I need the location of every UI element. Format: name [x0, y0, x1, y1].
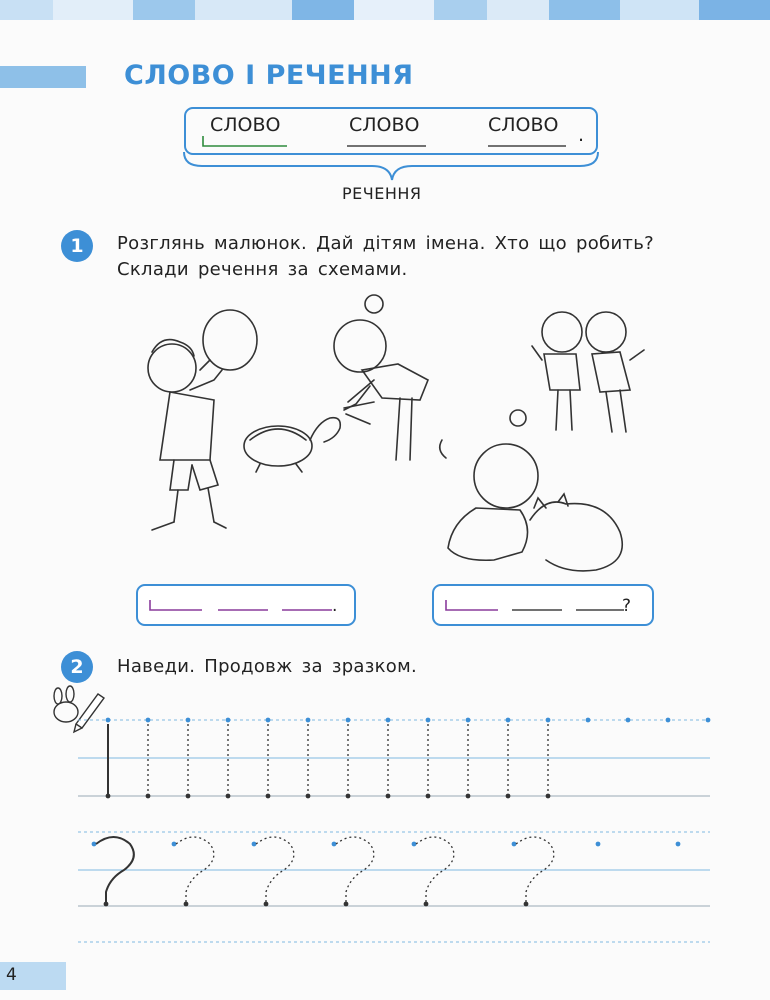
task2-instruction: Наведи. Продовж за зразком. [117, 656, 418, 677]
top-bar-segment [699, 0, 770, 20]
scheme-end-mark: . [578, 124, 585, 146]
task1-instruction-line1: Розглянь малюнок. Дай дітям імена. Хто що робить? [117, 233, 654, 254]
answer-left-end-mark: . [332, 596, 338, 616]
brace-icon [182, 150, 602, 186]
answer-scheme-left-lines [146, 596, 336, 616]
top-bar-segment [354, 0, 434, 20]
page-number: 4 [6, 965, 17, 985]
top-bar-segment [195, 0, 292, 20]
top-bar-segment [0, 0, 53, 20]
answer-right-end-mark: ? [622, 596, 632, 616]
scheme-word-1: СЛОВО [210, 114, 281, 136]
top-bar-segment [292, 0, 354, 20]
children-playing-illustration [130, 290, 660, 580]
writing-practice-lines [78, 710, 718, 950]
top-color-bar [0, 0, 770, 20]
top-bar-segment [53, 0, 133, 20]
task-number-1: 1 [61, 230, 93, 262]
task1-instruction-line2: Склади речення за схемами. [117, 259, 408, 280]
top-bar-segment [133, 0, 195, 20]
top-bar-segment [487, 0, 549, 20]
answer-scheme-right[interactable] [432, 584, 654, 626]
answer-scheme-left[interactable] [136, 584, 356, 626]
top-bar-segment [549, 0, 620, 20]
top-bar-segment [434, 0, 487, 20]
scheme-caption: РЕЧЕННЯ [342, 184, 422, 203]
scheme-word-3: СЛОВО [488, 114, 559, 136]
page-title: СЛОВО І РЕЧЕННЯ [124, 60, 414, 91]
task-number-2: 2 [61, 651, 93, 683]
title-side-band [0, 66, 86, 88]
scheme-word-2: СЛОВО [349, 114, 420, 136]
top-bar-segment [620, 0, 700, 20]
answer-scheme-right-lines [442, 596, 628, 616]
